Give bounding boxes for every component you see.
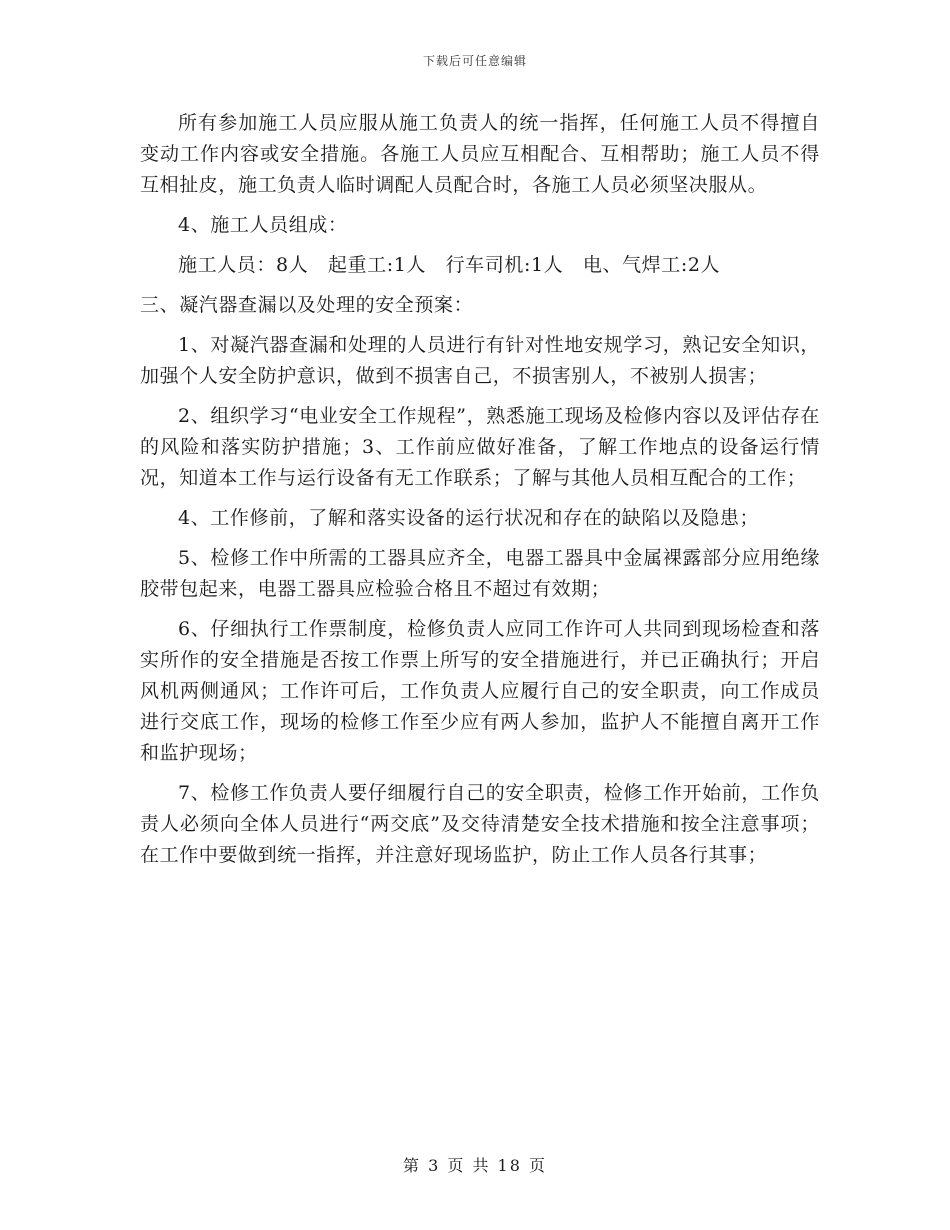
section-heading-safety-plan: 三、凝汽器查漏以及处理的安全预案： (140, 294, 474, 316)
paragraph-item-6: 6、仔细执行工作票制度，检修负责人应同工作许可人共同到现场检查和落实所作的安全措施是否按工作票上所写的安全措施进行，并已正确执行；开启风机两侧通风；工作许可后，工作负责人应履行自己的安全职责，向工作成员进行交底工作，现场的检修工作至少应有两人参加，监护人不能擅自离开工作和监护现场； (140, 618, 820, 764)
paragraph-staff-composition-heading: 4、施工人员组成： (178, 214, 348, 236)
paragraph-construction-command: 所有参加施工人员应服从施工负责人的统一指挥，任何施工人员不得擅自变动工作内容或安全措施。各施工人员应互相配合、互相帮助；施工人员不得互相扯皮，施工负责人临时调配人员配合时，各施工人员必须坚决服从。 (140, 112, 820, 196)
paragraph-staff-roster: 施工人员：8人 起重工:1人 行车司机:1人 电、气焊工:2人 (178, 254, 721, 276)
document-body (140, 108, 820, 880)
page-header: 下载后可任意编辑 (422, 54, 527, 68)
page-number-footer: 第 3 页 共 18 页 (403, 1156, 547, 1175)
paragraph-item-1: 1、对凝汽器查漏和处理的人员进行有针对性地安规学习，熟记安全知识，加强个人安全防护意识，做到不损害自己，不损害别人，不被别人损害； (140, 334, 820, 387)
paragraph-item-7: 7、检修工作负责人要仔细履行自己的安全职责，检修工作开始前，工作负责人必须向全体人员进行“两交底”及交待清楚安全技术措施和按全注意事项；在工作中要做到统一指挥，并注意好现场监护，防止工作人员各行其事； (140, 782, 820, 866)
paragraph-item-2-3: 2、组织学习“电业安全工作规程”，熟悉施工现场及检修内容以及评估存在的风险和落实防护措施；3、工作前应做好准备，了解工作地点的设备运行情况，知道本工作与运行设备有无工作联系；了解与其他人员相互配合的工作； (140, 405, 820, 489)
paragraph-item-4: 4、工作修前，了解和落实设备的运行状况和存在的缺陷以及隐患； (178, 507, 760, 529)
paragraph-item-5: 5、检修工作中所需的工器具应齐全，电器工器具中金属裸露部分应用绝缘胶带包起来，电器工器具应检验合格且不超过有效期； (140, 547, 820, 600)
